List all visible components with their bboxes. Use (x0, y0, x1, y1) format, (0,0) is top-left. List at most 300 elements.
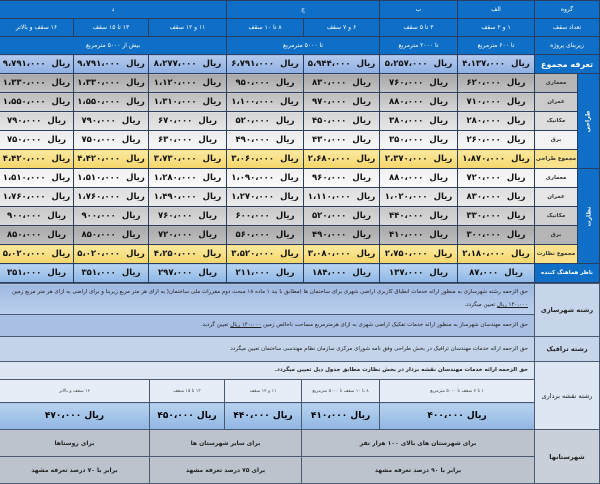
cell (0, 169, 74, 188)
group-alef: الف (458, 1, 535, 19)
currency-label: ریال (280, 192, 299, 202)
value-text: تعیین گردید. (200, 322, 229, 328)
cell (0, 93, 74, 112)
currency-label: ریال (511, 59, 530, 69)
cell (380, 55, 458, 74)
currency-label: ریال (280, 173, 299, 183)
cell (380, 131, 458, 150)
cell (149, 55, 227, 74)
currency-label: ریال (506, 135, 526, 145)
supervision-row-architecture (0, 169, 600, 188)
cell: مکانیک (535, 112, 578, 131)
cell (74, 245, 149, 264)
design-row-civil (0, 93, 600, 112)
value-text: ۱۸۴،۰۰۰ (311, 268, 347, 278)
value-text: ۹۷۰،۰۰۰ (311, 97, 347, 107)
cell (227, 93, 304, 112)
currency-label: ریال (356, 154, 376, 164)
value-text: ۳۵۰،۰۰۰ (388, 135, 424, 145)
value-text: ۴،۴۲۰،۰۰۰ (77, 154, 121, 164)
value-text: ۴۹۰،۰۰۰ (311, 230, 347, 240)
value-text: ۱،۵۱۰،۰۰۰ (77, 173, 121, 183)
cell (380, 207, 458, 226)
value-text: ۳۵۱،۰۰۰ (81, 268, 116, 278)
currency-label: ریال (506, 192, 526, 202)
floors-label: تعداد سقف (535, 19, 600, 37)
design-side-label (578, 74, 600, 169)
currency-label: ریال (280, 249, 299, 259)
value-text: ۲۶۰،۰۰۰ (466, 135, 501, 145)
cell (380, 188, 458, 207)
cell: عمران (535, 93, 578, 112)
currency-label: ریال (429, 135, 448, 145)
currency-label: ریال (356, 59, 376, 69)
cell (380, 169, 458, 188)
cell: ۱۶ سقف و بالاتر (0, 380, 150, 403)
cell (149, 74, 227, 93)
cell (302, 403, 380, 430)
area-col-3: تا ۵۰۰۰ مترمربع (227, 37, 380, 55)
total-label: تعرفه مجموع (535, 55, 600, 74)
value-text: ۵،۰۲۰،۰۰۰ (2, 249, 46, 259)
currency-label: ریال (506, 78, 526, 88)
currency-label: ریال (196, 411, 217, 421)
value-text: ۱،۵۵۰،۰۰۰ (2, 97, 46, 107)
cell (304, 188, 380, 207)
group-dal: د (0, 1, 227, 19)
value-text: ۸۳۰،۰۰۰ (466, 192, 501, 202)
currency-label: ریال (429, 116, 448, 126)
value-text: ۱،۸۷۰،۰۰۰ (462, 154, 506, 164)
value-text: ۲۸۰،۰۰۰ (466, 116, 501, 126)
value-text: ۲،۱۸۰،۰۰۰ (462, 249, 506, 259)
design-row-electrical (0, 131, 600, 150)
value-text: ۳،۷۳۰،۰۰۰ (153, 154, 197, 164)
value-text: نظارت (585, 206, 592, 226)
value-text: ۳۳۰،۰۰۰ (466, 211, 501, 221)
currency-label: ریال (352, 173, 371, 183)
currency-label: ریال (429, 97, 448, 107)
value-text: ۴۵۰،۰۰۰ (157, 411, 194, 421)
cell: مجموع نظارت (535, 245, 578, 264)
cell (0, 403, 150, 430)
currency-label: ریال (202, 59, 222, 69)
cell: برق (535, 131, 578, 150)
value-text: ۷۶۰،۰۰۰ (388, 78, 424, 88)
value-text: ۴۹۰،۰۰۰ (235, 135, 270, 145)
cell (227, 131, 304, 150)
cell (304, 74, 380, 93)
value-text: ۷۹۰،۰۰۰ (81, 116, 116, 126)
value-text: ۷۲۰،۰۰۰ (157, 230, 193, 240)
currency-label: ریال (280, 59, 299, 69)
cell (304, 207, 380, 226)
currency-label: ریال (275, 116, 295, 126)
cell (74, 74, 149, 93)
cell (149, 264, 227, 283)
area-col-2: تا ۲۰۰۰ مترمربع (380, 37, 458, 55)
cell (227, 150, 304, 169)
design-row-mechanical (0, 112, 600, 131)
cell (458, 207, 535, 226)
cell (149, 150, 227, 169)
value-text: ۹۰۰،۰۰۰ (6, 211, 42, 221)
floors-col-6: ۱۳ تا ۱۵ سقف (74, 19, 149, 37)
cell (304, 169, 380, 188)
value-text: ۸،۲۷۷،۰۰۰ (153, 59, 197, 69)
cell (458, 188, 535, 207)
value-text: ۸۳۰،۰۰۰ (311, 78, 347, 88)
value-text: ۸۵۰،۰۰۰ (6, 230, 42, 240)
counties-label: شهرستانها (535, 430, 600, 484)
cell: برای سایر شهرستان ها (150, 430, 302, 457)
value-text: ۸۸۰،۰۰۰ (388, 173, 424, 183)
currency-label: ریال (202, 78, 222, 88)
value-text: ۴۳۰،۰۰۰ (311, 135, 347, 145)
surveying-header-row (0, 380, 600, 403)
currency-label: ریال (202, 173, 222, 183)
currency-label: ریال (126, 97, 145, 107)
cell: برابر با ۹۰ درصد تعرفه مشهد (302, 457, 535, 484)
cell (149, 169, 227, 188)
cell (74, 188, 149, 207)
currency-label: ریال (504, 268, 523, 278)
currency-label: ریال (198, 211, 217, 221)
floors-col-5: ۱۱ و ۱۲ سقف (149, 19, 227, 37)
urban-planning-text-1 (0, 284, 535, 315)
cell (149, 131, 227, 150)
value-text: ۲۹۷،۰۰۰ (157, 268, 193, 278)
currency-label: ریال (433, 249, 453, 259)
supervision-row-total (0, 245, 600, 264)
currency-label: ریال (202, 192, 222, 202)
cell (227, 264, 304, 283)
group-be: ب (380, 1, 458, 19)
currency-label: ریال (121, 268, 141, 278)
counties-rate-row (0, 457, 600, 484)
cell (74, 207, 149, 226)
cell (0, 245, 74, 264)
cell (380, 150, 458, 169)
group-jim: ج (227, 1, 380, 19)
floors-col-2: ۳ تا ۵ سقف (380, 19, 458, 37)
coordinator-label: ناظر هماهنگ کننده (535, 264, 600, 283)
cell (304, 226, 380, 245)
value-text: ۱،۲۸۰،۰۰۰ (153, 173, 197, 183)
value-text: ۳۸۰،۰۰۰ (388, 116, 424, 126)
cell: معماری (535, 74, 578, 93)
cell (74, 55, 149, 74)
supervision-row-civil (0, 188, 600, 207)
value-text: ۱،۰۲۰،۰۰۰ (384, 192, 428, 202)
surveying-label: رشته نقشه برداری (535, 362, 600, 430)
cell (380, 74, 458, 93)
currency-label: ریال (506, 173, 526, 183)
currency-label: ریال (350, 411, 371, 421)
cell (458, 131, 535, 150)
cell (149, 93, 227, 112)
currency-label: ریال (198, 230, 217, 240)
value-text: ۲۱۱،۰۰۰ (235, 268, 270, 278)
currency-label: ریال (51, 249, 71, 259)
cell (458, 169, 535, 188)
currency-label: ریال (506, 211, 526, 221)
cell (149, 112, 227, 131)
currency-label: ریال (429, 211, 448, 221)
value-text: ۷۹۰،۰۰۰ (6, 116, 42, 126)
currency-label: ریال (198, 116, 217, 126)
value-text: ۶۲۰،۰۰۰ (466, 78, 501, 88)
value-text: ۲،۷۵۰،۰۰۰ (384, 249, 428, 259)
value-text: ۱،۱۰۰،۰۰۰ (231, 97, 275, 107)
cell (380, 245, 458, 264)
cell (149, 226, 227, 245)
cell: ۱ تا ۷ سقف تا ۵۰۰۰ مترمربع (380, 380, 535, 403)
currency-label: ریال (51, 97, 71, 107)
floors-col-3: ۶ و ۷ سقف (304, 19, 380, 37)
value-text: ۷۲۰،۰۰۰ (466, 173, 501, 183)
currency-label: ریال (51, 78, 71, 88)
value-text: ۴۱۰،۰۰۰ (388, 230, 424, 240)
cell: برای ۷۵ درصد تعرفه مشهد (150, 457, 302, 484)
currency-label: ریال (506, 97, 526, 107)
supervision-row-electrical (0, 226, 600, 245)
value-text: ۳،۰۶۰،۰۰۰ (231, 154, 275, 164)
currency-label: ریال (121, 135, 141, 145)
cell (74, 169, 149, 188)
currency-label: ریال (352, 135, 371, 145)
currency-label: ریال (352, 116, 371, 126)
cell: ۱۱ و ۱۲ سقف (225, 380, 302, 403)
value-text: ۱،۰۹۰،۰۰۰ (231, 173, 275, 183)
value-text: ۱،۷۶۰،۰۰۰ (2, 192, 46, 202)
cell (227, 188, 304, 207)
cell (304, 55, 380, 74)
currency-label: ریال (126, 78, 145, 88)
value-text: ۹،۷۹۱،۰۰۰ (2, 59, 46, 69)
cell (458, 55, 535, 74)
traffic-text: حق الزحمه ارائه خدمات مهندسان ترافیک در بخش طراحی وفق نامه شورای مرکزی سازمان نظام مهندسی ساختمان تعیین میگردد (0, 337, 535, 362)
currency-label: ریال (280, 154, 299, 164)
traffic-label: رشته ترافیک (535, 337, 600, 362)
currency-label: ریال (356, 249, 376, 259)
currency-label: ریال (511, 154, 530, 164)
cell (304, 112, 380, 131)
value-text: ۴۰۰،۰۰۰ (427, 411, 464, 421)
cell: برق (535, 226, 578, 245)
currency-label: ریال (47, 116, 66, 126)
value-text: ۱،۲۷۰،۰۰۰ (231, 192, 275, 202)
cell (0, 131, 74, 150)
currency-label: ریال (51, 173, 71, 183)
cell (458, 74, 535, 93)
cell (458, 150, 535, 169)
cell: ۸ تا ۱۰ سقف تا ۵۰۰۰ مترمربع (302, 380, 380, 403)
cell (304, 93, 380, 112)
cell (227, 226, 304, 245)
cell (458, 93, 535, 112)
area-label: زیربنای پروژه (535, 37, 600, 55)
design-row-total (0, 150, 600, 169)
surveying-values-row (0, 403, 600, 430)
currency-label: ریال (275, 230, 295, 240)
currency-label: ریال (466, 411, 487, 421)
cell (227, 74, 304, 93)
value-text: ۳۰۰،۰۰۰ (466, 230, 501, 240)
value-text: ۷۵۰،۰۰۰ (81, 135, 116, 145)
currency-label: ریال (275, 268, 295, 278)
currency-label: ریال (429, 268, 448, 278)
cell (149, 188, 227, 207)
coordinator-row (0, 264, 600, 283)
currency-label: ریال (126, 154, 145, 164)
cell (149, 207, 227, 226)
cell (227, 55, 304, 74)
currency-label: ریال (433, 192, 453, 202)
currency-label: ریال (51, 154, 71, 164)
counties-category-row (0, 430, 600, 457)
value-text: ۴۵۰،۰۰۰ (311, 116, 347, 126)
value-text: ۱۴۰،۰۰۰ ریال (230, 322, 262, 328)
cell (74, 150, 149, 169)
value-text: ۱،۴۹۰،۰۰۰ (153, 192, 197, 202)
value-text: ۶۳۰،۰۰۰ (157, 135, 193, 145)
currency-label: ریال (51, 192, 71, 202)
value-text: ۴،۴۲۰،۰۰۰ (2, 154, 46, 164)
currency-label: ریال (280, 97, 299, 107)
cell (227, 169, 304, 188)
value-text: ۶۷۰،۰۰۰ (157, 116, 193, 126)
value-text: ۴۷۰،۰۰۰ (44, 411, 82, 421)
currency-label: ریال (433, 59, 453, 69)
value-text: ۷۶۰،۰۰۰ (157, 211, 193, 221)
value-text: ۵۶۰،۰۰۰ (235, 230, 270, 240)
cell (227, 207, 304, 226)
value-text: تعیین میگردد. (464, 302, 496, 308)
cell (0, 226, 74, 245)
value-text: ۱،۷۶۰،۰۰۰ (77, 192, 121, 202)
group-header-row (0, 1, 600, 19)
value-text: ۷۵۰،۰۰۰ (6, 135, 42, 145)
floors-header-row (0, 19, 600, 37)
cell (227, 245, 304, 264)
currency-label: ریال (356, 192, 376, 202)
currency-label: ریال (198, 268, 217, 278)
value-text: ۱۳۷،۰۰۰ (388, 268, 424, 278)
value-text: طراحی (584, 110, 592, 132)
value-text: ۵۲۰،۰۰۰ (311, 211, 347, 221)
cell (458, 112, 535, 131)
currency-label: ریال (51, 59, 71, 69)
value-text: ۴۴۰،۰۰۰ (388, 211, 424, 221)
cell (74, 93, 149, 112)
currency-label: ریال (121, 211, 141, 221)
value-text: ۴۱۰،۰۰۰ (310, 411, 348, 421)
cell: ۱۳ تا ۱۵ سقف (150, 380, 225, 403)
currency-label: ریال (275, 211, 295, 221)
traffic-row (0, 337, 600, 362)
cell (380, 403, 535, 430)
currency-label: ریال (506, 116, 526, 126)
currency-label: ریال (126, 249, 145, 259)
currency-label: ریال (121, 230, 141, 240)
urban-planning-label: رشته شهرسازی (535, 284, 600, 337)
currency-label: ریال (202, 249, 222, 259)
floors-col-7: ۱۶ سقف و بالاتر (0, 19, 74, 37)
value-text: ۱،۱۲۰،۰۰۰ (153, 78, 197, 88)
cell: مجموع طراحی (535, 150, 578, 169)
currency-label: ریال (429, 78, 448, 88)
design-row-architecture (0, 74, 600, 93)
value-text: ۱،۵۱۰،۰۰۰ (2, 173, 46, 183)
supervision-side-label (578, 169, 600, 264)
value-text: ۹۰۰،۰۰۰ (81, 211, 116, 221)
currency-label: ریال (352, 230, 371, 240)
cell (74, 264, 149, 283)
value-text: ۱،۳۳۰،۰۰۰ (2, 78, 46, 88)
value-text: ۸۵۰،۰۰۰ (81, 230, 116, 240)
currency-label: ریال (126, 59, 145, 69)
cell (74, 226, 149, 245)
currency-label: ریال (198, 135, 217, 145)
cell (458, 226, 535, 245)
cell (380, 93, 458, 112)
cell: برای روستاها (0, 430, 150, 457)
value-text: حق الزحمه مهندسان شهرساز به منظور ارائه خدمات تفکیک اراضی شهری به ازای هرمترمربع مساحت ناخالص زمین (263, 322, 528, 328)
value-text: ۶۰۰،۰۰۰ (235, 211, 270, 221)
cell: مکانیک (535, 207, 578, 226)
currency-label: ریال (352, 268, 371, 278)
currency-label: ریال (202, 154, 222, 164)
cell: معماری (535, 169, 578, 188)
value-text: ۳۵۱،۰۰۰ (6, 268, 42, 278)
cell (0, 112, 74, 131)
currency-label: ریال (352, 97, 371, 107)
value-text: ۹۵۰،۰۰۰ (235, 78, 270, 88)
cell (380, 264, 458, 283)
currency-label: ریال (47, 230, 66, 240)
value-text: ۵،۹۴۴،۰۰۰ (307, 59, 351, 69)
other-fields-table (0, 283, 600, 484)
value-text: ۳،۵۲۰،۰۰۰ (231, 249, 275, 259)
currency-label: ریال (121, 116, 141, 126)
floors-col-1: ۱ و ۲ سقف (458, 19, 535, 37)
currency-label: ریال (272, 411, 293, 421)
cell (0, 188, 74, 207)
group-label: گروه (535, 1, 600, 19)
cell (0, 207, 74, 226)
currency-label: ریال (47, 211, 66, 221)
supervision-row-mechanical (0, 207, 600, 226)
cell (74, 131, 149, 150)
currency-label: ریال (47, 135, 66, 145)
value-text: ۱،۵۵۰،۰۰۰ (77, 97, 121, 107)
value-text: ۲،۶۸۰،۰۰۰ (307, 154, 351, 164)
currency-label: ریال (126, 192, 145, 202)
currency-label: ریال (429, 173, 448, 183)
currency-label: ریال (506, 230, 526, 240)
cell (458, 245, 535, 264)
value-text: ۸۸۰،۰۰۰ (388, 97, 424, 107)
value-text: ۱،۳۳۰،۰۰۰ (77, 78, 121, 88)
cell (227, 112, 304, 131)
cell: برای شهرستان های بالای ۱۰۰ هزار نفر (302, 430, 535, 457)
currency-label: ریال (275, 135, 295, 145)
value-text: حق الزحمه رشته شهرسازی به منظور ارائه خدمات انطباق کاربری اراضی شهری برای ساختمان ها )مطابق با بند ۱ ماده ۱۸ مبحث دوم مقررات ملی ساختمان( به ازای هر متر مربع زیربنا و برای اراضی به ازای هر متر مربع زمین (11, 289, 528, 295)
value-text: ۴،۱۳۷،۰۰۰ (462, 59, 506, 69)
value-text: ۹،۷۹۱،۰۰۰ (77, 59, 121, 69)
area-col-1: تا ۶۰۰ مترمربع (458, 37, 535, 55)
